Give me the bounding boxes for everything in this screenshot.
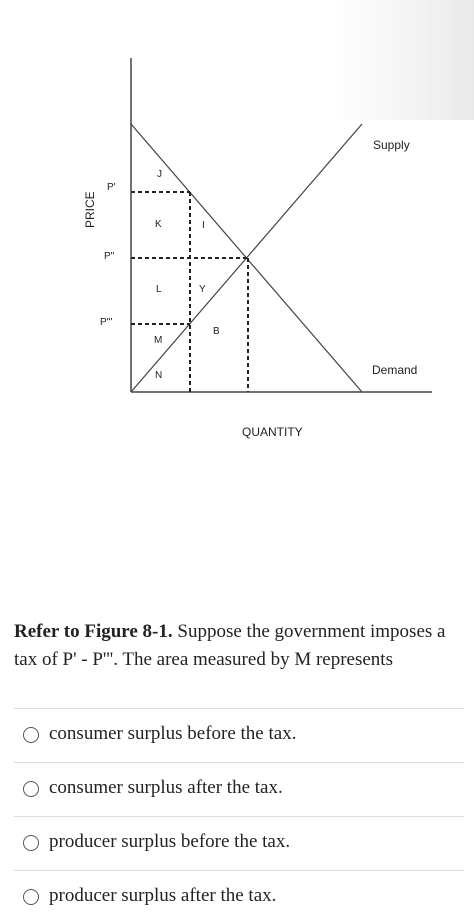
demand-label: Demand xyxy=(372,363,418,377)
answer-option-label: producer surplus after the tax. xyxy=(49,885,277,906)
answer-options xyxy=(14,708,464,923)
y-axis-label: PRICE xyxy=(83,191,97,228)
question-text xyxy=(14,618,462,674)
area-label-n: N xyxy=(155,370,163,381)
supply-label: Supply xyxy=(373,138,410,152)
radio-button[interactable] xyxy=(23,781,39,797)
area-label-b: B xyxy=(213,326,220,337)
area-label-y: Y xyxy=(199,284,206,295)
answer-option-label: consumer surplus before the tax. xyxy=(49,723,297,744)
price-label-p2: P" xyxy=(104,251,115,262)
radio-button[interactable] xyxy=(23,889,39,905)
price-label-p3: P''' xyxy=(100,317,113,328)
answer-option-2[interactable] xyxy=(14,762,464,816)
area-label-k: K xyxy=(155,219,162,230)
area-label-l: L xyxy=(156,284,162,295)
answer-option-4[interactable] xyxy=(14,870,464,923)
area-label-m: M xyxy=(154,335,163,346)
answer-option-1[interactable] xyxy=(14,708,464,762)
area-label-i: I xyxy=(202,220,205,231)
area-label-j: J xyxy=(157,169,162,180)
radio-button[interactable] xyxy=(23,727,39,743)
radio-button[interactable] xyxy=(23,835,39,851)
answer-option-3[interactable] xyxy=(14,816,464,870)
figure-reference: Refer to Figure 8-1. xyxy=(14,621,173,642)
question-body: Suppose the government imposes a tax of P' - P'''. The area measured by M represents xyxy=(14,621,446,670)
answer-option-label: producer surplus before the tax. xyxy=(49,831,291,852)
answer-option-label: consumer surplus after the tax. xyxy=(49,777,283,798)
price-label-p1: P' xyxy=(107,182,116,193)
x-axis-label: QUANTITY xyxy=(242,425,303,439)
